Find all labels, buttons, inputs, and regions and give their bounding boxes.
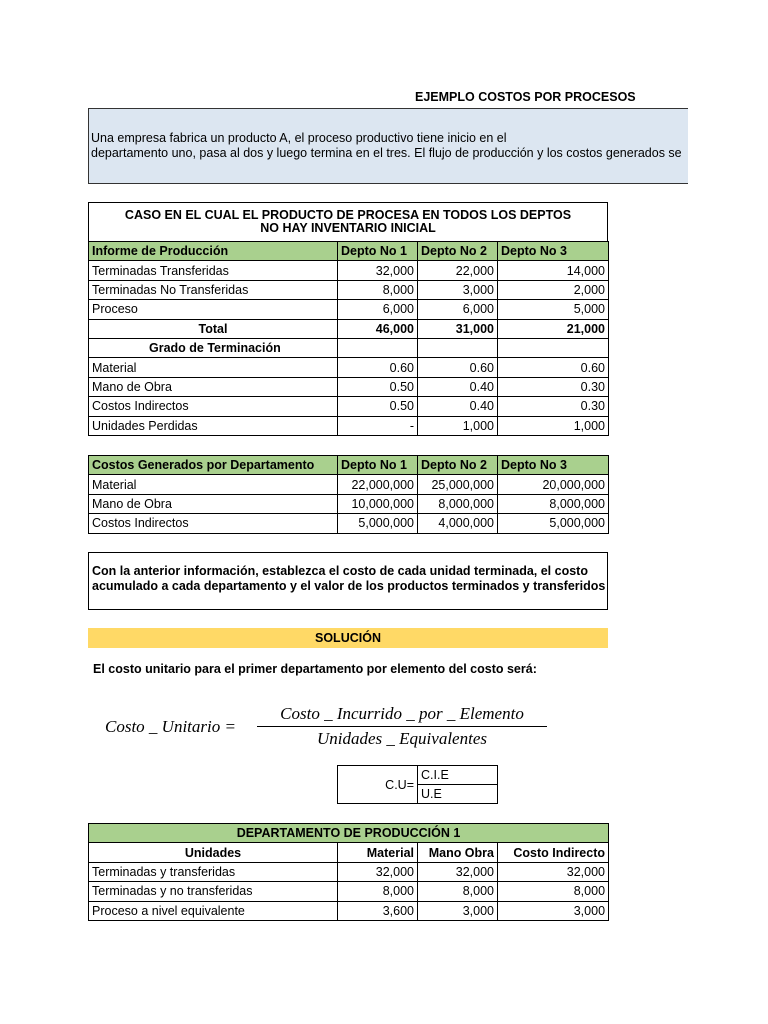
grado-header-row	[89, 338, 609, 357]
cu-formula-table	[337, 765, 498, 804]
cell-value: 14,000	[498, 261, 609, 280]
table-header-row	[89, 843, 609, 862]
cell-value: 6,000	[418, 300, 498, 319]
row-label: Mano de Obra	[89, 494, 338, 513]
cell-value: 32,000	[338, 261, 418, 280]
row-label: Unidades Perdidas	[89, 416, 338, 435]
cell-value: 3,000	[418, 901, 498, 920]
table-row	[89, 494, 609, 513]
header-cell: Mano Obra	[418, 843, 498, 862]
cell-value: 0.40	[418, 397, 498, 416]
question-line-1: Con la anterior información, establezca el costo de cada unidad terminada, el costo	[92, 564, 588, 578]
cell-value: 4,000,000	[418, 514, 498, 533]
table-title-row	[89, 824, 609, 843]
cell-value: -	[338, 416, 418, 435]
total-value: 31,000	[418, 319, 498, 338]
cell-value: 1,000	[418, 416, 498, 435]
cell-value: 25,000,000	[418, 475, 498, 494]
fraction-bar	[257, 726, 547, 727]
header-cell: Depto No 2	[418, 242, 498, 261]
cu-denominator: U.E	[418, 785, 498, 804]
header-cell: Material	[338, 843, 418, 862]
row-label: Proceso a nivel equivalente	[89, 901, 338, 920]
cell-value: 8,000	[418, 882, 498, 901]
cell-value: 32,000	[338, 862, 418, 881]
header-cell: Informe de Producción	[89, 242, 338, 261]
header-cell: Depto No 1	[338, 456, 418, 475]
table-row	[89, 377, 609, 396]
table-row	[89, 862, 609, 881]
cell-value: 32,000	[418, 862, 498, 881]
question-box	[88, 552, 608, 610]
cell-value: 22,000,000	[338, 475, 418, 494]
row-label: Terminadas y no transferidas	[89, 882, 338, 901]
cell-value: 0.30	[498, 377, 609, 396]
production-report-table	[88, 241, 609, 436]
cell-value: 5,000	[498, 300, 609, 319]
total-value: 46,000	[338, 319, 418, 338]
solution-banner: SOLUCIÓN	[88, 628, 608, 648]
cell-value: 3,000	[418, 280, 498, 299]
cell-value: 32,000	[498, 862, 609, 881]
formula-fraction	[257, 704, 547, 749]
row-label: Costos Indirectos	[89, 397, 338, 416]
table-row	[89, 280, 609, 299]
row-label: Terminadas Transferidas	[89, 261, 338, 280]
department-1-table	[88, 823, 609, 921]
table-row	[89, 300, 609, 319]
cell-value: 0.50	[338, 397, 418, 416]
header-cell: Depto No 1	[338, 242, 418, 261]
cell-value: 8,000	[338, 280, 418, 299]
grado-label: Grado de Terminación	[89, 338, 338, 357]
table-row	[89, 901, 609, 920]
table-row	[89, 397, 609, 416]
row-label: Proceso	[89, 300, 338, 319]
row-label: Terminadas y transferidas	[89, 862, 338, 881]
header-cell: Depto No 3	[498, 456, 609, 475]
empty-cell	[498, 338, 609, 357]
row-label: Material	[89, 358, 338, 377]
intro-line-1: Una empresa fabrica un producto A, el proceso productivo tiene inicio en el	[91, 131, 507, 145]
cell-value: 0.40	[418, 377, 498, 396]
question-line-2: acumulado a cada departamento y el valor de los productos terminados y transferidos	[92, 579, 606, 593]
cell-value: 22,000	[418, 261, 498, 280]
department-costs-table	[88, 455, 609, 534]
cell-value: 0.60	[418, 358, 498, 377]
cell-value: 1,000	[498, 416, 609, 435]
table-header-row	[89, 242, 609, 261]
document-title: EJEMPLO COSTOS POR PROCESOS	[415, 90, 636, 104]
case-header-line-1: CASO EN EL CUAL EL PRODUCTO DE PROCESA EN TODOS LOS DEPTOS	[124, 208, 572, 222]
case-header	[88, 202, 608, 242]
row-label: Material	[89, 475, 338, 494]
header-cell: Unidades	[89, 843, 338, 862]
cell-value: 3,600	[338, 901, 418, 920]
table-row	[89, 358, 609, 377]
cell-value: 8,000	[338, 882, 418, 901]
table-row	[338, 766, 498, 785]
total-row	[89, 319, 609, 338]
table-row	[89, 416, 609, 435]
total-value: 21,000	[498, 319, 609, 338]
empty-cell	[418, 338, 498, 357]
cell-value: 10,000,000	[338, 494, 418, 513]
formula-numerator: Costo _ Incurrido _ por _ Elemento	[280, 704, 524, 723]
row-label: Terminadas No Transferidas	[89, 280, 338, 299]
cell-value: 6,000	[338, 300, 418, 319]
table-row	[89, 261, 609, 280]
header-cell: Costo Indirecto	[498, 843, 609, 862]
cell-value: 5,000,000	[498, 514, 609, 533]
table-title: DEPARTAMENTO DE PRODUCCIÓN 1	[89, 824, 609, 843]
formula-lhs: Costo _ Unitario =	[105, 717, 236, 736]
cell-value: 8,000,000	[498, 494, 609, 513]
case-header-line-2: NO HAY INVENTARIO INICIAL	[260, 221, 436, 235]
table-row	[89, 475, 609, 494]
table-row	[89, 882, 609, 901]
cell-value: 0.60	[498, 358, 609, 377]
table-header-row	[89, 456, 609, 475]
header-cell: Depto No 3	[498, 242, 609, 261]
cell-value: 5,000,000	[338, 514, 418, 533]
unit-cost-description: El costo unitario para el primer departamento por elemento del costo será:	[93, 662, 537, 676]
header-cell: Depto No 2	[418, 456, 498, 475]
cell-value: 8,000	[498, 882, 609, 901]
header-cell: Costos Generados por Departamento	[89, 456, 338, 475]
cell-value: 0.30	[498, 397, 609, 416]
cell-value: 0.50	[338, 377, 418, 396]
formula-denominator: Unidades _ Equivalentes	[317, 729, 487, 748]
intro-box	[88, 108, 688, 184]
intro-line-2: departamento uno, pasa al dos y luego termina en el tres. El flujo de producción y los costos generados se	[91, 146, 682, 160]
cell-value: 20,000,000	[498, 475, 609, 494]
cu-numerator: C.I.E	[418, 766, 498, 785]
row-label: Mano de Obra	[89, 377, 338, 396]
total-label: Total	[89, 319, 338, 338]
row-label: Costos Indirectos	[89, 514, 338, 533]
cell-value: 8,000,000	[418, 494, 498, 513]
table-row	[89, 514, 609, 533]
empty-cell	[338, 338, 418, 357]
cell-value: 2,000	[498, 280, 609, 299]
cu-label: C.U=	[338, 766, 418, 804]
cell-value: 0.60	[338, 358, 418, 377]
cell-value: 3,000	[498, 901, 609, 920]
